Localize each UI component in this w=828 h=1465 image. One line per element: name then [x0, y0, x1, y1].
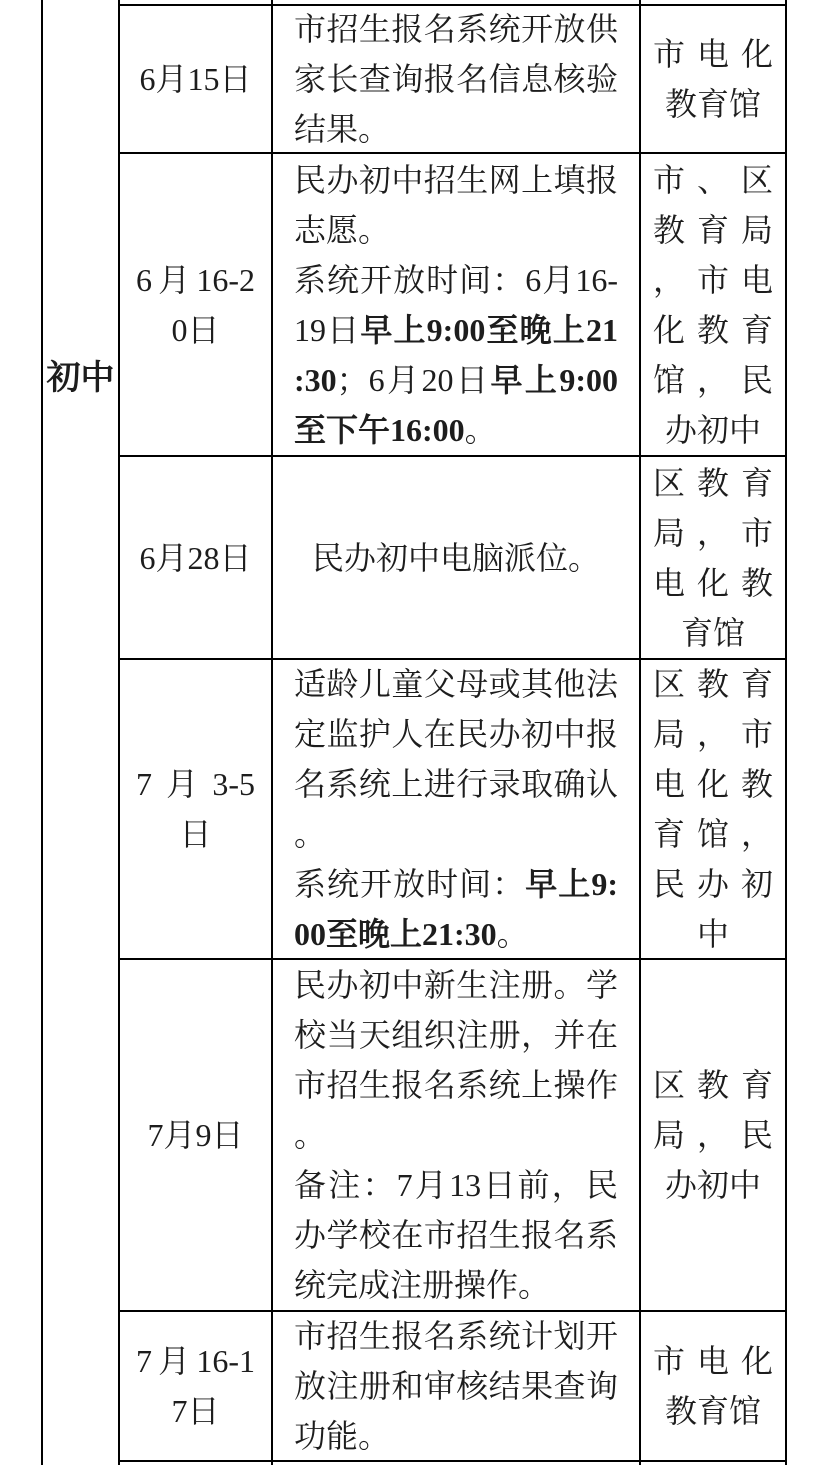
activity-text [273, 659, 639, 958]
activity-cell-row4 [273, 658, 641, 958]
organizer-text: 区教育局，民办初中 [653, 1067, 773, 1203]
group-label: 初中 [46, 359, 115, 397]
activity-cell-row6 [273, 1310, 641, 1460]
date-text: 6月15日 [139, 61, 252, 97]
date-cell-row6 [120, 1310, 273, 1460]
organizer-cell-row3 [641, 455, 787, 658]
activity-text [273, 533, 639, 583]
organizer-text: 市电化教育馆 [653, 1343, 773, 1429]
paragraph: 民办初中电脑派位。 [311, 539, 600, 576]
date-cell-row3 [120, 455, 273, 658]
date-cell-row2 [120, 152, 273, 455]
paragraph: 适龄儿童父母或其他法定监护人在民办初中报名系统上进行录取确认。 [294, 666, 618, 852]
activity-text [273, 960, 639, 1310]
paragraph: 备注：7月13日前，民办学校在市招生报名系统完成注册操作。 [294, 1167, 618, 1303]
date-text: 7月16-17日 [136, 1343, 255, 1429]
date-text: 6月28日 [139, 539, 252, 576]
activity-cell-row3 [273, 455, 641, 658]
activity-cell-row1 [273, 4, 641, 152]
activity-text [273, 1311, 639, 1460]
activity-cell-row5 [273, 958, 641, 1310]
paragraph: 市招生报名系统开放供家长查询报名信息核验结果。 [294, 11, 618, 147]
bottom-stub-activity [273, 1460, 641, 1465]
activity-cell-row2 [273, 152, 641, 455]
date-cell-row5 [120, 958, 273, 1310]
date-text: 7月9日 [147, 1117, 244, 1153]
group-cell-junior-high [41, 0, 120, 1465]
organizer-cell-row5 [641, 958, 787, 1310]
organizer-cell-row6 [641, 1310, 787, 1460]
organizer-cell-row4 [641, 658, 787, 958]
date-text: 7月3-5日 [136, 766, 255, 852]
activity-text [273, 4, 639, 152]
organizer-cell-row1 [641, 4, 787, 152]
paragraph: 民办初中新生注册。学校当天组织注册，并在市招生报名系统上操作。 [294, 967, 618, 1153]
schedule-table [41, 0, 787, 1465]
activity-text [273, 155, 639, 455]
bottom-stub-date [120, 1460, 273, 1465]
paragraph: 系统开放时间：早上9:00至晚上21:30。 [294, 866, 618, 952]
paragraph: 民办初中招生网上填报志愿。 [294, 161, 618, 248]
organizer-text: 区教育局，市电化教育馆，民办初中 [653, 666, 773, 952]
paragraph: 市招生报名系统计划开放注册和审核结果查询功能。 [294, 1318, 618, 1454]
bottom-stub-organizer [641, 1460, 787, 1465]
organizer-text: 区教育局，市电化教育馆 [653, 464, 773, 651]
date-cell-row4 [120, 658, 273, 958]
organizer-cell-row2 [641, 152, 787, 455]
date-cell-row1 [120, 4, 273, 152]
organizer-text: 市电化教育馆 [653, 36, 773, 122]
paragraph: 系统开放时间：6月16-19日早上9:00至晚上21:30；6月20日早上9:00至下午16:00。 [294, 261, 618, 448]
organizer-text: 市、区教育局，市电化教育馆，民办初中 [653, 161, 773, 448]
date-text: 6月16-20日 [136, 261, 255, 348]
